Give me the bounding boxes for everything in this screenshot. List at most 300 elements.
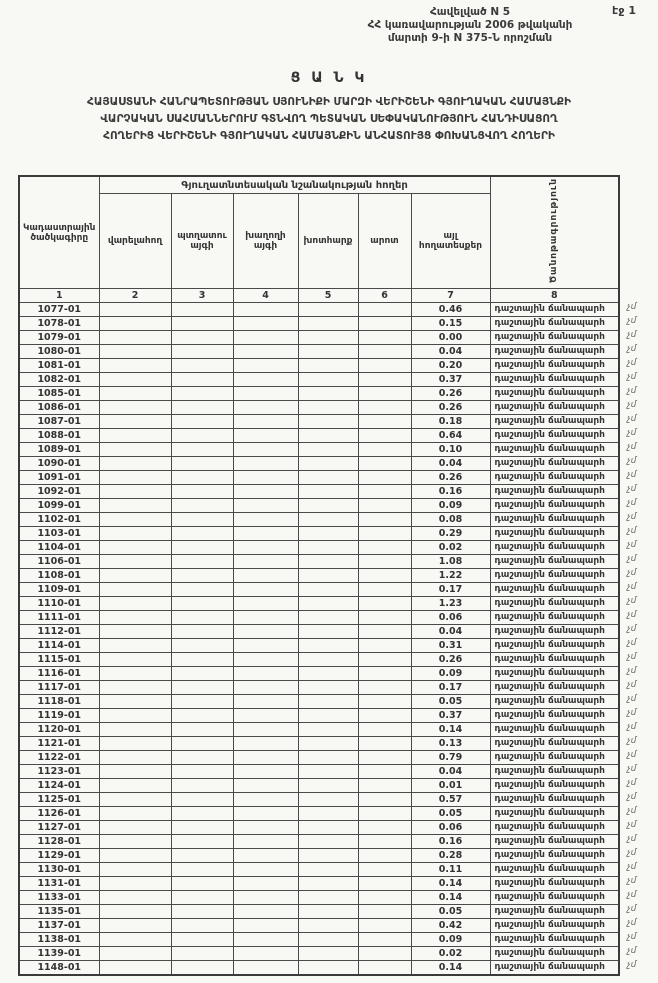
orchard-cell [171,653,233,667]
pasture-cell [358,639,411,653]
handwritten-margin-mark: չմ [627,372,637,382]
orchard-cell [171,639,233,653]
other-lands-value-cell: 0.04 [411,765,490,779]
handwritten-margin-mark: չմ [627,582,637,592]
note-cell: դաշտային ճանապարհ [490,723,619,737]
handwritten-margin-mark: չմ [627,386,637,396]
table-row [19,751,619,765]
vineyard-cell [233,807,298,821]
arable-cell [99,471,171,485]
table-row [19,905,619,919]
note-cell: դաշտային ճանապարհ [490,625,619,639]
arable-cell [99,317,171,331]
vineyard-cell [233,597,298,611]
arable-cell [99,863,171,877]
handwritten-margin-mark: չմ [627,666,637,676]
pasture-cell [358,471,411,485]
vineyard-cell [233,653,298,667]
vineyard-cell [233,485,298,499]
arable-cell [99,527,171,541]
hayfield-cell [298,401,358,415]
handwritten-margin-mark: չմ [627,652,637,662]
vineyard-cell [233,317,298,331]
other-lands-value-cell: 0.08 [411,513,490,527]
hayfield-cell [298,457,358,471]
pasture-cell [358,961,411,976]
vineyard-cell [233,443,298,457]
col-number: 7 [411,289,490,303]
vineyard-cell [233,625,298,639]
col-number: 8 [490,289,619,303]
orchard-cell [171,667,233,681]
note-cell: դաշտային ճանապարհ [490,779,619,793]
pasture-cell [358,541,411,555]
orchard-cell [171,443,233,457]
arable-cell [99,415,171,429]
note-cell: դաշտային ճանապարհ [490,541,619,555]
handwritten-margin-mark: չմ [627,890,637,900]
vineyard-cell [233,429,298,443]
cadastral-code-cell: 1111-01 [19,611,99,625]
table-row [19,779,619,793]
col-number: 2 [99,289,171,303]
table-row [19,933,619,947]
orchard-cell [171,933,233,947]
hayfield-cell [298,709,358,723]
vineyard-cell [233,499,298,513]
table-row [19,471,619,485]
vineyard-cell [233,303,298,317]
note-cell: դաշտային ճանապարհ [490,597,619,611]
hayfield-cell [298,807,358,821]
note-cell: դաշտային ճանապարհ [490,709,619,723]
lands-table [18,175,620,976]
table-row [19,611,619,625]
note-cell: դաշտային ճանապարհ [490,331,619,345]
table-row [19,961,619,976]
table-row [19,457,619,471]
arable-cell [99,961,171,976]
vineyard-cell [233,513,298,527]
handwritten-margin-mark: չմ [627,414,637,424]
table-row [19,331,619,345]
table-row [19,793,619,807]
pasture-cell [358,737,411,751]
table-row [19,387,619,401]
arable-cell [99,387,171,401]
orchard-cell [171,751,233,765]
handwritten-margin-mark: չմ [627,358,637,368]
arable-cell [99,373,171,387]
arable-cell [99,331,171,345]
pasture-cell [358,919,411,933]
pasture-cell [358,597,411,611]
arable-cell [99,779,171,793]
subtitle-line: ՎԱՐՉԱԿԱՆ ՍԱՀՄԱՆՆԵՐՈՒՄ ԳՏՆՎՈՂ ՊԵՏԱԿԱՆ ՍԵՓԱԿԱՆՈՒԹՅՈՒՆ ՀԱՆԴԻՍԱՑՈՂ [100,113,558,125]
pasture-cell [358,849,411,863]
cadastral-code-cell: 1089-01 [19,443,99,457]
other-lands-value-cell: 0.00 [411,331,490,345]
table-row [19,429,619,443]
other-lands-value-cell: 0.26 [411,471,490,485]
hayfield-cell [298,415,358,429]
handwritten-margin-mark: չմ [627,498,637,508]
arable-cell [99,597,171,611]
vineyard-cell [233,373,298,387]
cadastral-code-cell: 1133-01 [19,891,99,905]
table-header [19,176,619,303]
table-row [19,625,619,639]
orchard-cell [171,611,233,625]
hayfield-cell [298,863,358,877]
handwritten-margin-mark: չմ [627,750,637,760]
orchard-cell [171,877,233,891]
note-cell: դաշտային ճանապարհ [490,849,619,863]
pasture-cell [358,933,411,947]
pasture-cell [358,653,411,667]
note-cell: դաշտային ճանապարհ [490,695,619,709]
pasture-cell [358,443,411,457]
hayfield-cell [298,359,358,373]
table-row [19,583,619,597]
col-number: 4 [233,289,298,303]
pasture-cell [358,695,411,709]
col-number: 5 [298,289,358,303]
note-cell: դաշտային ճանապարհ [490,751,619,765]
other-lands-value-cell: 0.28 [411,849,490,863]
document-subtitle [8,94,650,145]
hayfield-cell [298,387,358,401]
vineyard-cell [233,947,298,961]
cadastral-code-cell: 1129-01 [19,849,99,863]
orchard-cell [171,695,233,709]
arable-cell [99,555,171,569]
arable-cell [99,947,171,961]
pasture-cell [358,667,411,681]
cadastral-code-cell: 1125-01 [19,793,99,807]
arable-cell [99,345,171,359]
handwritten-margin-mark: չմ [627,834,637,844]
arable-cell [99,639,171,653]
arable-cell [99,919,171,933]
table-row [19,303,619,317]
hayfield-cell [298,877,358,891]
hayfield-cell [298,919,358,933]
col-header-orchard: պտղատու այգի [171,194,233,289]
arable-cell [99,821,171,835]
hayfield-cell [298,961,358,976]
other-lands-value-cell: 0.01 [411,779,490,793]
orchard-cell [171,541,233,555]
note-cell: դաշտային ճանապարհ [490,835,619,849]
pasture-cell [358,569,411,583]
pasture-cell [358,485,411,499]
hayfield-cell [298,667,358,681]
lands-table-wrap [18,175,636,976]
pasture-cell [358,317,411,331]
handwritten-margin-mark: չմ [627,778,637,788]
note-cell: դաշտային ճանապարհ [490,485,619,499]
handwritten-margin-mark: չմ [627,946,637,956]
cadastral-code-cell: 1090-01 [19,457,99,471]
col-header-pasture: արոտ [358,194,411,289]
orchard-cell [171,373,233,387]
other-lands-value-cell: 0.06 [411,611,490,625]
vineyard-cell [233,877,298,891]
cadastral-code-cell: 1124-01 [19,779,99,793]
note-cell: դաշտային ճանապարհ [490,891,619,905]
orchard-cell [171,723,233,737]
orchard-cell [171,485,233,499]
pasture-cell [358,863,411,877]
note-cell: դաշտային ճանապարհ [490,919,619,933]
table-row [19,513,619,527]
handwritten-margin-mark: չմ [627,960,637,970]
other-lands-value-cell: 1.08 [411,555,490,569]
vineyard-cell [233,681,298,695]
cadastral-code-cell: 1091-01 [19,471,99,485]
col-header-other-lands: այլ հողատեսքեր [411,194,490,289]
hayfield-cell [298,933,358,947]
arable-cell [99,793,171,807]
pasture-cell [358,947,411,961]
col-number: 6 [358,289,411,303]
pasture-cell [358,723,411,737]
table-row [19,373,619,387]
table-row [19,569,619,583]
handwritten-margin-mark: չմ [627,316,637,326]
other-lands-value-cell: 0.17 [411,583,490,597]
note-cell: դաշտային ճանապարհ [490,499,619,513]
other-lands-value-cell: 0.04 [411,625,490,639]
pasture-cell [358,359,411,373]
cadastral-code-cell: 1077-01 [19,303,99,317]
orchard-cell [171,709,233,723]
other-lands-value-cell: 1.22 [411,569,490,583]
vineyard-cell [233,541,298,555]
vineyard-cell [233,345,298,359]
hayfield-cell [298,541,358,555]
hayfield-cell [298,765,358,779]
cadastral-code-cell: 1138-01 [19,933,99,947]
vineyard-cell [233,891,298,905]
other-lands-value-cell: 0.15 [411,317,490,331]
handwritten-margin-mark: չմ [627,512,637,522]
col-header-arable: վարելահող [99,194,171,289]
note-cell: դաշտային ճանապարհ [490,555,619,569]
arable-cell [99,443,171,457]
vineyard-cell [233,751,298,765]
note-cell: դաշտային ճանապարհ [490,863,619,877]
cadastral-code-cell: 1086-01 [19,401,99,415]
note-cell: դաշտային ճանապարհ [490,653,619,667]
pasture-cell [358,821,411,835]
vineyard-cell [233,387,298,401]
pasture-cell [358,709,411,723]
orchard-cell [171,681,233,695]
arable-cell [99,541,171,555]
arable-cell [99,429,171,443]
col-header-cadastral-code: Կադաստրային ծածկագիրը [19,176,99,289]
other-lands-value-cell: 0.09 [411,499,490,513]
orchard-cell [171,891,233,905]
pasture-cell [358,807,411,821]
arable-cell [99,737,171,751]
handwritten-margin-mark: չմ [627,428,637,438]
vineyard-cell [233,905,298,919]
vineyard-cell [233,961,298,976]
pasture-cell [358,373,411,387]
arable-cell [99,835,171,849]
orchard-cell [171,919,233,933]
other-lands-value-cell: 0.37 [411,373,490,387]
orchard-cell [171,583,233,597]
orchard-cell [171,863,233,877]
handwritten-margin-mark: չմ [627,526,637,536]
pasture-cell [358,793,411,807]
note-cell: դաշտային ճանապարհ [490,569,619,583]
other-lands-value-cell: 0.11 [411,863,490,877]
vineyard-cell [233,835,298,849]
cadastral-code-cell: 1122-01 [19,751,99,765]
handwritten-margin-mark: չմ [627,302,637,312]
cadastral-code-cell: 1109-01 [19,583,99,597]
other-lands-value-cell: 0.29 [411,527,490,541]
arable-cell [99,681,171,695]
other-lands-value-cell: 0.37 [411,709,490,723]
col-number: 3 [171,289,233,303]
note-header-rotated-label: Ծանոթագրություն [549,177,560,284]
table-row [19,597,619,611]
orchard-cell [171,905,233,919]
handwritten-margin-mark: չմ [627,484,637,494]
table-row [19,919,619,933]
vineyard-cell [233,793,298,807]
pasture-cell [358,681,411,695]
arable-cell [99,359,171,373]
cadastral-code-cell: 1115-01 [19,653,99,667]
hayfield-cell [298,471,358,485]
other-lands-value-cell: 0.64 [411,429,490,443]
handwritten-margin-mark: չմ [627,876,637,886]
handwritten-margin-mark: չմ [627,540,637,550]
table-row [19,401,619,415]
note-cell: դաշտային ճանապարհ [490,415,619,429]
table-row [19,849,619,863]
orchard-cell [171,303,233,317]
note-cell: դաշտային ճանապարհ [490,317,619,331]
appendix-reference [280,6,658,45]
handwritten-margin-mark: չմ [627,456,637,466]
table-row [19,317,619,331]
arable-cell [99,933,171,947]
cadastral-code-cell: 1128-01 [19,835,99,849]
other-lands-value-cell: 0.26 [411,387,490,401]
hayfield-cell [298,443,358,457]
cadastral-code-cell: 1108-01 [19,569,99,583]
vineyard-cell [233,695,298,709]
other-lands-value-cell: 0.13 [411,737,490,751]
hayfield-cell [298,527,358,541]
arable-cell [99,303,171,317]
orchard-cell [171,569,233,583]
hayfield-cell [298,723,358,737]
hayfield-cell [298,653,358,667]
pasture-cell [358,877,411,891]
table-row [19,443,619,457]
table-row [19,947,619,961]
vineyard-cell [233,639,298,653]
note-cell: դաշտային ճանապարհ [490,527,619,541]
table-row [19,709,619,723]
vineyard-cell [233,709,298,723]
other-lands-value-cell: 0.06 [411,821,490,835]
vineyard-cell [233,765,298,779]
hayfield-cell [298,737,358,751]
vineyard-cell [233,611,298,625]
cadastral-code-cell: 1127-01 [19,821,99,835]
other-lands-value-cell: 0.05 [411,807,490,821]
arable-cell [99,723,171,737]
orchard-cell [171,499,233,513]
hayfield-cell [298,905,358,919]
table-row [19,723,619,737]
table-row [19,639,619,653]
arable-cell [99,849,171,863]
note-cell: դաշտային ճանապարհ [490,737,619,751]
vineyard-cell [233,737,298,751]
pasture-cell [358,751,411,765]
arable-cell [99,625,171,639]
appendix-line: ՀՀ կառավարության 2006 թվականի [367,19,573,31]
table-body [19,303,619,976]
appendix-line: Հավելված N 5 [429,6,511,18]
cadastral-code-cell: 1080-01 [19,345,99,359]
vineyard-cell [233,919,298,933]
orchard-cell [171,779,233,793]
cadastral-code-cell: 1106-01 [19,555,99,569]
vineyard-cell [233,401,298,415]
note-cell: դաշտային ճանապարհ [490,471,619,485]
arable-cell [99,653,171,667]
arable-cell [99,667,171,681]
other-lands-value-cell: 0.16 [411,485,490,499]
arable-cell [99,611,171,625]
cadastral-code-cell: 1087-01 [19,415,99,429]
cadastral-code-cell: 1103-01 [19,527,99,541]
table-row [19,891,619,905]
orchard-cell [171,471,233,485]
arable-cell [99,695,171,709]
table-row [19,653,619,667]
orchard-cell [171,835,233,849]
other-lands-value-cell: 0.31 [411,639,490,653]
note-cell: դաշտային ճանապարհ [490,457,619,471]
cadastral-code-cell: 1123-01 [19,765,99,779]
vineyard-cell [233,933,298,947]
note-cell: դաշտային ճանապարհ [490,359,619,373]
other-lands-value-cell: 0.02 [411,541,490,555]
other-lands-value-cell: 0.05 [411,695,490,709]
pasture-cell [358,303,411,317]
note-cell: դաշտային ճանապարհ [490,345,619,359]
other-lands-value-cell: 0.14 [411,877,490,891]
hayfield-cell [298,317,358,331]
hayfield-cell [298,331,358,345]
orchard-cell [171,359,233,373]
vineyard-cell [233,331,298,345]
col-header-note [490,176,619,289]
